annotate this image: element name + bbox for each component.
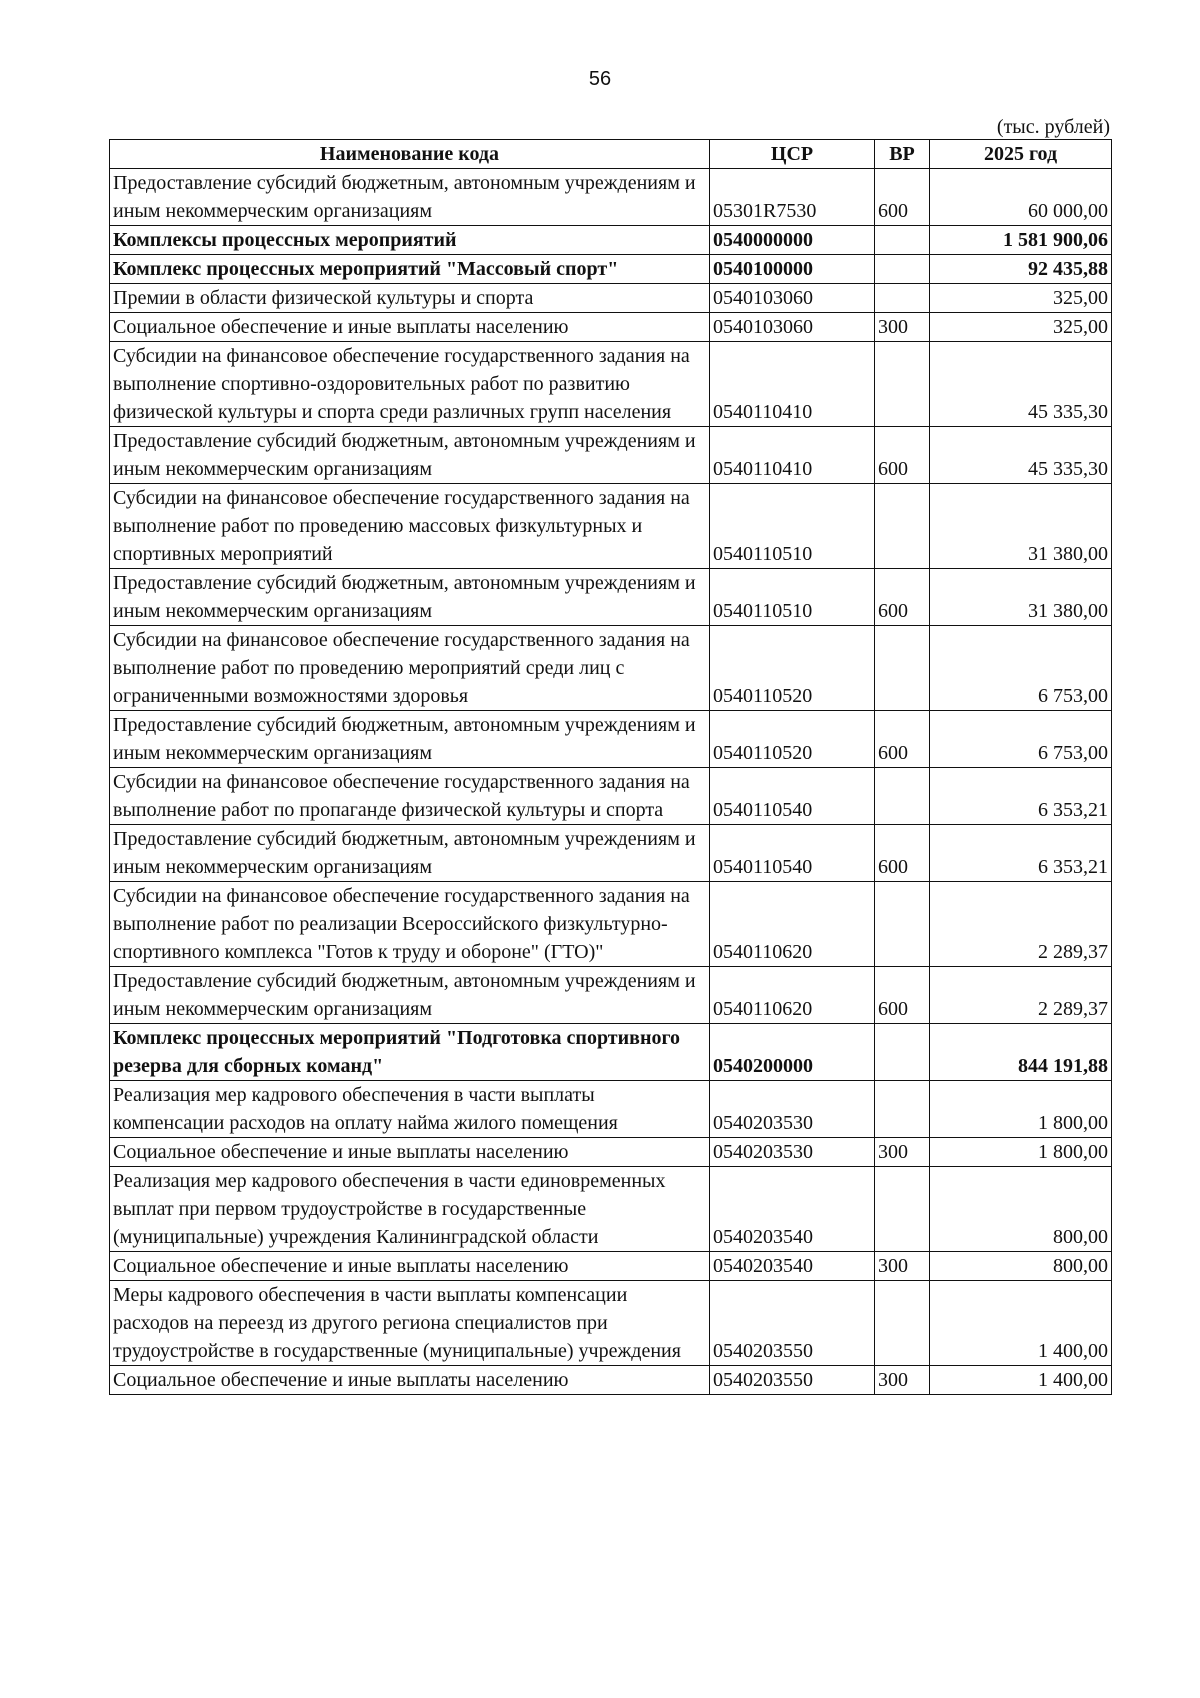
table-row xyxy=(110,1252,1112,1281)
cell-csr: 0540110520 xyxy=(710,711,875,768)
cell-vr xyxy=(875,342,930,427)
units-label: (тыс. рублей) xyxy=(996,116,1110,138)
table-row xyxy=(110,342,1112,427)
cell-csr: 0540103060 xyxy=(710,284,875,313)
page-number: 56 xyxy=(588,68,612,90)
cell-vr: 600 xyxy=(875,169,930,226)
header-vr: ВР xyxy=(875,140,930,169)
cell-name: Меры кадрового обеспечения в части выплаты компенсации расходов на переезд из другого региона специалистов при трудоустройстве в государственные (муниципальные) учреждения xyxy=(110,1281,710,1366)
cell-vr xyxy=(875,255,930,284)
cell-vr xyxy=(875,1024,930,1081)
table-row xyxy=(110,226,1112,255)
cell-amount: 6 753,00 xyxy=(930,626,1112,711)
cell-csr: 0540200000 xyxy=(710,1024,875,1081)
cell-vr xyxy=(875,1081,930,1138)
cell-vr: 600 xyxy=(875,427,930,484)
cell-name: Предоставление субсидий бюджетным, автономным учреждениям и иным некоммерческим организациям xyxy=(110,169,710,226)
cell-amount: 325,00 xyxy=(930,313,1112,342)
cell-csr: 0540110510 xyxy=(710,569,875,626)
cell-name: Социальное обеспечение и иные выплаты населению xyxy=(110,1366,710,1395)
cell-csr: 0540110520 xyxy=(710,626,875,711)
cell-csr: 05301R7530 xyxy=(710,169,875,226)
cell-csr: 0540110620 xyxy=(710,967,875,1024)
cell-name: Реализация мер кадрового обеспечения в части выплаты компенсации расходов на оплату найма жилого помещения xyxy=(110,1081,710,1138)
table-row xyxy=(110,1281,1112,1366)
cell-vr xyxy=(875,226,930,255)
cell-amount: 1 800,00 xyxy=(930,1138,1112,1167)
cell-amount: 1 800,00 xyxy=(930,1081,1112,1138)
cell-name: Предоставление субсидий бюджетным, автономным учреждениям и иным некоммерческим организациям xyxy=(110,569,710,626)
header-name: Наименование кода xyxy=(110,140,710,169)
cell-amount: 92 435,88 xyxy=(930,255,1112,284)
cell-amount: 1 400,00 xyxy=(930,1366,1112,1395)
cell-csr: 0540110410 xyxy=(710,427,875,484)
cell-name: Предоставление субсидий бюджетным, автономным учреждениям и иным некоммерческим организациям xyxy=(110,825,710,882)
cell-amount: 6 353,21 xyxy=(930,768,1112,825)
cell-name: Предоставление субсидий бюджетным, автономным учреждениям и иным некоммерческим организациям xyxy=(110,427,710,484)
cell-vr: 300 xyxy=(875,313,930,342)
header-row xyxy=(110,140,1112,169)
cell-csr: 0540203550 xyxy=(710,1366,875,1395)
header-year: 2025 год xyxy=(930,140,1112,169)
cell-csr: 0540110540 xyxy=(710,825,875,882)
cell-amount: 2 289,37 xyxy=(930,882,1112,967)
cell-amount: 844 191,88 xyxy=(930,1024,1112,1081)
cell-csr: 0540203550 xyxy=(710,1281,875,1366)
cell-name: Предоставление субсидий бюджетным, автономным учреждениям и иным некоммерческим организациям xyxy=(110,967,710,1024)
table-body xyxy=(110,169,1112,1395)
cell-csr: 0540100000 xyxy=(710,255,875,284)
cell-amount: 60 000,00 xyxy=(930,169,1112,226)
table-row xyxy=(110,427,1112,484)
cell-amount: 45 335,30 xyxy=(930,427,1112,484)
cell-csr: 0540110620 xyxy=(710,882,875,967)
cell-vr: 600 xyxy=(875,967,930,1024)
cell-name: Субсидии на финансовое обеспечение государственного задания на выполнение работ по проведению массовых физкультурных и спортивных мероприятий xyxy=(110,484,710,569)
cell-csr: 0540203540 xyxy=(710,1167,875,1252)
table-row xyxy=(110,1366,1112,1395)
table-row xyxy=(110,284,1112,313)
table-row xyxy=(110,825,1112,882)
table-row xyxy=(110,626,1112,711)
cell-vr xyxy=(875,882,930,967)
cell-amount: 45 335,30 xyxy=(930,342,1112,427)
cell-csr: 0540110510 xyxy=(710,484,875,569)
cell-vr xyxy=(875,284,930,313)
cell-vr: 600 xyxy=(875,711,930,768)
cell-vr: 300 xyxy=(875,1366,930,1395)
cell-csr: 0540110410 xyxy=(710,342,875,427)
cell-amount: 2 289,37 xyxy=(930,967,1112,1024)
cell-amount: 800,00 xyxy=(930,1167,1112,1252)
cell-name: Комплексы процессных мероприятий xyxy=(110,226,710,255)
table-row xyxy=(110,768,1112,825)
table-row xyxy=(110,569,1112,626)
cell-vr xyxy=(875,1281,930,1366)
cell-name: Социальное обеспечение и иные выплаты населению xyxy=(110,313,710,342)
cell-vr xyxy=(875,768,930,825)
cell-amount: 1 400,00 xyxy=(930,1281,1112,1366)
table-row xyxy=(110,484,1112,569)
table-row xyxy=(110,882,1112,967)
cell-vr: 300 xyxy=(875,1252,930,1281)
cell-name: Социальное обеспечение и иные выплаты населению xyxy=(110,1252,710,1281)
cell-csr: 0540000000 xyxy=(710,226,875,255)
cell-name: Премии в области физической культуры и спорта xyxy=(110,284,710,313)
cell-amount: 800,00 xyxy=(930,1252,1112,1281)
cell-amount: 6 753,00 xyxy=(930,711,1112,768)
cell-name: Реализация мер кадрового обеспечения в части единовременных выплат при первом трудоустройстве в государственные (муниципальные) учреждения Калининградской области xyxy=(110,1167,710,1252)
table-row xyxy=(110,313,1112,342)
cell-amount: 31 380,00 xyxy=(930,484,1112,569)
cell-name: Субсидии на финансовое обеспечение государственного задания на выполнение работ по проведению мероприятий среди лиц с ограниченными возможностями здоровья xyxy=(110,626,710,711)
cell-vr xyxy=(875,484,930,569)
cell-vr xyxy=(875,1167,930,1252)
table-row xyxy=(110,255,1112,284)
table-row xyxy=(110,1081,1112,1138)
cell-amount: 325,00 xyxy=(930,284,1112,313)
cell-name: Социальное обеспечение и иные выплаты населению xyxy=(110,1138,710,1167)
cell-csr: 0540203540 xyxy=(710,1252,875,1281)
table-row xyxy=(110,169,1112,226)
table-row xyxy=(110,711,1112,768)
cell-csr: 0540203530 xyxy=(710,1081,875,1138)
cell-vr xyxy=(875,626,930,711)
cell-amount: 1 581 900,06 xyxy=(930,226,1112,255)
header-csr: ЦСР xyxy=(710,140,875,169)
cell-name: Предоставление субсидий бюджетным, автономным учреждениям и иным некоммерческим организациям xyxy=(110,711,710,768)
cell-csr: 0540103060 xyxy=(710,313,875,342)
table-row xyxy=(110,967,1112,1024)
cell-amount: 6 353,21 xyxy=(930,825,1112,882)
cell-name: Комплекс процессных мероприятий "Подготовка спортивного резерва для сборных команд" xyxy=(110,1024,710,1081)
table-row xyxy=(110,1167,1112,1252)
cell-name: Комплекс процессных мероприятий "Массовый спорт" xyxy=(110,255,710,284)
cell-name: Субсидии на финансовое обеспечение государственного задания на выполнение спортивно-оздоровительных работ по развитию физической культуры и спорта среди различных групп населения xyxy=(110,342,710,427)
cell-name: Субсидии на финансовое обеспечение государственного задания на выполнение работ по реализации Всероссийского физкультурно-спортивного комплекса "Готов к труду и обороне" (ГТО)" xyxy=(110,882,710,967)
cell-csr: 0540110540 xyxy=(710,768,875,825)
cell-vr: 600 xyxy=(875,569,930,626)
budget-table xyxy=(109,139,1112,1395)
table-row xyxy=(110,1024,1112,1081)
cell-csr: 0540203530 xyxy=(710,1138,875,1167)
cell-amount: 31 380,00 xyxy=(930,569,1112,626)
cell-vr: 300 xyxy=(875,1138,930,1167)
table-row xyxy=(110,1138,1112,1167)
cell-vr: 600 xyxy=(875,825,930,882)
cell-name: Субсидии на финансовое обеспечение государственного задания на выполнение работ по пропаганде физической культуры и спорта xyxy=(110,768,710,825)
